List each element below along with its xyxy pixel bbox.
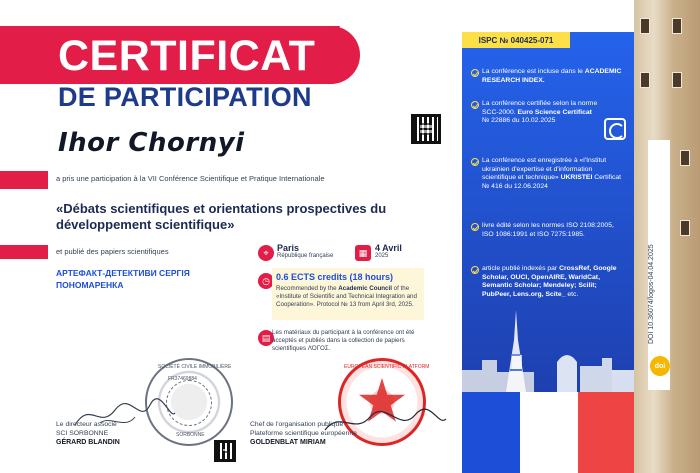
panel-item-certificate-number: № 22886 du 10.02.2025 bbox=[482, 117, 556, 124]
stamp-right-text: EUROPEAN SCIENTIFIC PLATFORM bbox=[344, 364, 430, 370]
building-window bbox=[640, 72, 650, 88]
panel-item-certificate-name: Euro Science Certificat bbox=[517, 108, 592, 116]
publication-line bbox=[0, 245, 240, 259]
panel-item-indexing-text: article publié indexés par bbox=[482, 265, 558, 272]
date-block bbox=[375, 243, 402, 259]
panel-item-index bbox=[482, 68, 622, 85]
flag-blue-stripe bbox=[462, 392, 520, 473]
participation-text: a pris une participation à la VII Conférence Scientifique et Pratique Internationale bbox=[56, 174, 325, 183]
title-certificat: CERTIFICAT bbox=[58, 32, 316, 80]
ects-text bbox=[276, 285, 426, 309]
participation-line bbox=[0, 171, 460, 189]
conference-title: «Débats scientifiques et orientations prospectives du développement scientifique» bbox=[56, 201, 387, 232]
flag-red-stripe bbox=[578, 392, 634, 473]
euro-science-logo-icon bbox=[604, 118, 626, 140]
panel-item-certificate-text: La conférence certifiée selon la norme SCC-2000. bbox=[482, 100, 598, 116]
ects-protocol: Protocol № 13 from April 3rd, 2025. bbox=[316, 301, 414, 308]
building-window bbox=[672, 18, 682, 34]
panel-item-ukristei-cert: Certificat № 416 du 12.06.2024 bbox=[482, 174, 622, 190]
check-icon bbox=[471, 266, 479, 274]
panel-item-ukristei bbox=[482, 157, 622, 191]
ects-text-prefix: Recommended by the bbox=[276, 285, 337, 292]
building-window bbox=[680, 220, 690, 236]
signature-right-org: Plateforme scientifique européenne bbox=[250, 430, 357, 437]
building-window bbox=[672, 72, 682, 88]
date-day: 4 Avril bbox=[375, 243, 402, 253]
red-accent-bar bbox=[0, 245, 48, 259]
flag-white-stripe bbox=[520, 392, 578, 473]
signature-left-block bbox=[56, 420, 120, 447]
ects-title: 0.6 ECTS credits (18 hours) bbox=[276, 272, 394, 282]
clock-icon: ◷ bbox=[258, 273, 274, 289]
stamp-left-bottom-text: SORBONNE bbox=[176, 432, 205, 438]
location-country: République française bbox=[277, 253, 334, 259]
stamp-left-id: FR37469884 bbox=[168, 376, 197, 382]
building-window bbox=[680, 150, 690, 166]
materials-text: Les matériaux du participant à la conférence ont été acceptés et publiés dans la collection de papiers scientifiques ΛΌГOΣ. bbox=[272, 329, 415, 352]
signature-left-org: SCI SORBONNE bbox=[56, 430, 109, 437]
panel-item-indexing-list: CrossRef, Google Scholar, OUCI, OpenAIRE, WarldCat, Semantic Scholar; Mendeley; Scilit; PubPeer, Lens.org, Scite_ bbox=[482, 265, 617, 298]
check-icon bbox=[471, 223, 479, 231]
ispc-badge: ISPC № 040425-071 bbox=[462, 32, 570, 48]
check-icon bbox=[471, 69, 479, 77]
article-title: АРТЕФАКТ-ДЕТЕКТИВИ СЕРГІЯ ПОНОМАРЕНКА bbox=[56, 268, 190, 290]
doi-badge: doi bbox=[650, 356, 670, 376]
panel-item-certificate bbox=[482, 100, 600, 126]
signature-right-block bbox=[250, 420, 357, 447]
ects-text-suffix: of the «Institute of Scientific and Technical Integration and Cooperation». bbox=[276, 285, 417, 308]
panel-item-indexing bbox=[482, 265, 622, 299]
signature-left-role: Le directeur associé bbox=[56, 421, 117, 428]
panel-item-iso: livre édité selon les normes ISO 2108:2005, ISO 1086:1991 et ISO 7275:1985. bbox=[482, 222, 614, 238]
check-icon bbox=[471, 101, 479, 109]
location-city: Paris bbox=[277, 243, 300, 253]
check-icon bbox=[471, 158, 479, 166]
ects-council: Academic Council bbox=[338, 285, 392, 292]
panel-item-ukristei-text: La conférence est enregistrée à «l'Institut ukrainien d'expertise et d'information scientifique et technique» bbox=[482, 157, 607, 181]
signature-left-name: GÉRARD BLANDIN bbox=[56, 439, 120, 446]
signature-right-role: Chef de l'organisation publique bbox=[250, 421, 344, 428]
doi-text: DOI 10.36074/logos-04.04.2025 bbox=[648, 244, 655, 344]
location-pin-icon: ⌖ bbox=[258, 245, 274, 261]
calendar-icon: ▦ bbox=[355, 245, 371, 261]
panel-item-ukristei-name: UKRISTEI bbox=[560, 174, 593, 181]
location-block bbox=[277, 243, 333, 259]
paris-skyline bbox=[462, 300, 634, 392]
qr-code-icon bbox=[411, 114, 441, 144]
title-de-participation: DE PARTICIPATION bbox=[58, 82, 312, 112]
publication-text: et publié des papiers scientifiques bbox=[56, 247, 169, 256]
stamp-left-top-text: SOCIÉTÉ CIVILE IMMOBILIÈRE bbox=[158, 364, 232, 370]
date-year: 2025 bbox=[375, 253, 389, 259]
panel-item-indexing-etc: etc. bbox=[567, 290, 579, 298]
recipient-name: Ihor Chornyi bbox=[58, 128, 245, 158]
panel-item-index-name: ACADEMIC RESEARCH INDEX. bbox=[482, 68, 622, 84]
panel-item-index-text: La conférence est incluse dans le bbox=[482, 68, 583, 75]
red-accent-bar bbox=[0, 171, 48, 189]
book-icon: ▤ bbox=[258, 330, 274, 346]
signature-right-name: GOLDENBLAT MIRIAM bbox=[250, 439, 326, 446]
building-window bbox=[640, 18, 650, 34]
qr-code-icon bbox=[214, 440, 236, 462]
